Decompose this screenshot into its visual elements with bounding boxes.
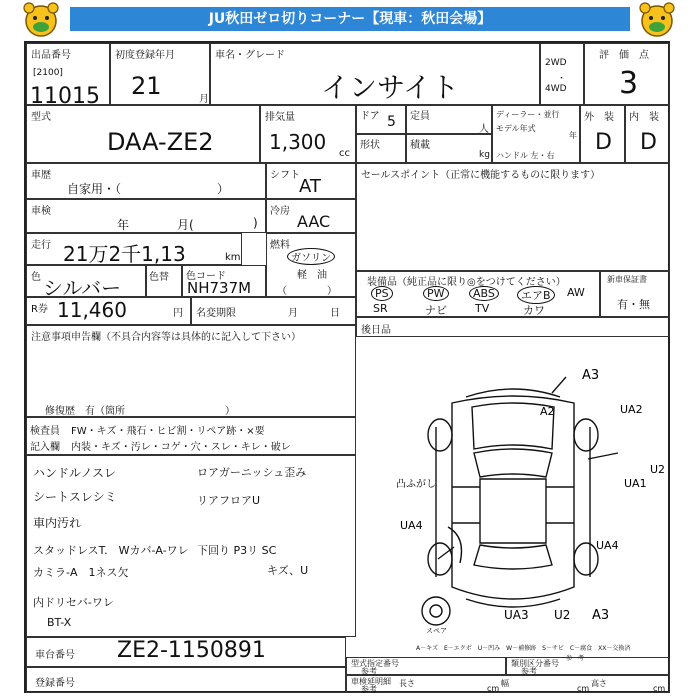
mileage-unit: km [225, 252, 241, 263]
lot-cell [26, 43, 110, 109]
doors-cell [356, 105, 406, 134]
mascot-icon [636, 2, 678, 38]
name-limit-day: 日 [330, 308, 340, 319]
color-change-label: 色替 [149, 272, 169, 283]
inspector-label2: 記入欄 [30, 442, 60, 453]
remarks-cell [26, 455, 356, 637]
header-title: JU秋田ゼロ切りコーナー【現車：秋田会場】 [70, 7, 630, 31]
remark-left-0: ハンドルノスレ [33, 466, 117, 480]
load-label: 積載 [410, 140, 430, 151]
period-cell [346, 675, 670, 693]
remark-right-2: 下回り P3リ SC [197, 544, 277, 557]
lot-sub: [2100] [33, 68, 63, 78]
auction-sheet [24, 41, 670, 693]
type-no-cell [346, 657, 506, 675]
equipment-pw: PW [423, 286, 449, 301]
drive-2wd: 2WD [545, 58, 567, 68]
model-cell [26, 105, 260, 163]
shift-label: シフト [270, 170, 300, 181]
drive-cell [540, 43, 584, 105]
mileage-label: 走行 [31, 240, 51, 251]
recycle-value: 11,460 [57, 298, 127, 322]
inspection-year: 年 [117, 218, 130, 232]
remark-left-6: BT-X [47, 616, 72, 629]
history-label: 車歴 [31, 170, 51, 181]
mark-bulge: 凸ふがし [396, 479, 436, 490]
exterior-label: 外 装 [584, 112, 614, 123]
grade-cell [584, 43, 670, 105]
interior-label: 内 装 [629, 112, 659, 123]
displacement-unit: cc [339, 148, 350, 159]
period-width: 幅 [501, 679, 509, 688]
equipment-tv: TV [475, 302, 490, 315]
period-height-unit: cm [653, 684, 666, 693]
first-reg-label: 初度登録年月 [115, 50, 175, 61]
type-no-label: 型式指定番号 [351, 659, 399, 668]
capacity-unit: 人 [479, 124, 489, 135]
chassis-value: ZE2-1150891 [117, 638, 266, 663]
load-unit: kg [479, 150, 490, 160]
color-label: 色 [31, 272, 41, 283]
mark-u2-bottom: U2 [554, 608, 571, 622]
shift-cell [266, 163, 356, 199]
inspector-row2: 内装・キズ・汚レ・コゲ・穴・スレ・キレ・破レ [71, 442, 291, 453]
spare-label: スペア [426, 627, 447, 635]
mascot-icon [20, 2, 62, 38]
period-height: 高さ [591, 679, 607, 688]
grade-value: 3 [619, 66, 639, 101]
mileage-cell [26, 233, 242, 265]
class-no-sub: 参考 [521, 667, 537, 676]
car-name-cell [210, 43, 540, 105]
selling-points-label: セールスポイント（正常に機能するものに限ります） [361, 170, 601, 181]
inspector-cell [26, 417, 356, 455]
fuel-cell [266, 233, 356, 297]
doors-label: ドア [360, 111, 380, 122]
capacity-cell [406, 105, 492, 134]
fuel-gas: ガソリン [287, 248, 335, 265]
drive-4wd: 4WD [545, 84, 567, 94]
mileage-value: 21万2千1,13 [63, 242, 186, 266]
shift-value: AT [299, 176, 321, 197]
color-value: シルバー [43, 276, 122, 300]
name-limit-month: 月 [288, 308, 298, 319]
aircon-value: AAC [297, 212, 331, 231]
color-code-label: 色コード [186, 271, 226, 282]
equipment-navi: ナビ [425, 304, 447, 317]
shape-label: 形状 [360, 140, 380, 151]
fuel-paren: （ ） [277, 286, 337, 297]
equipment-sr: SR [373, 302, 388, 315]
aircon-cell [266, 199, 356, 233]
remark-right-0: ロアガーニッシュ歪み [197, 466, 307, 479]
remark-left-4: カミラ-A 1ネス欠 [33, 566, 129, 579]
interior-cell [625, 105, 670, 163]
selling-points-cell [356, 163, 670, 271]
type-no-sub: 参考 [361, 667, 377, 676]
mark-ua3: UA3 [504, 608, 529, 622]
remark-left-1: シートスレシミ [33, 490, 117, 504]
remark-right-1: リアフロアU [197, 494, 261, 507]
model-value: DAA-ZE2 [107, 128, 214, 156]
mark-ua4-left: UA4 [400, 519, 423, 532]
capacity-label: 定員 [410, 111, 430, 122]
fuel-label: 燃料 [270, 240, 290, 251]
interior-value: D [640, 130, 657, 155]
drive-dot: ・ [557, 74, 567, 84]
period-length: 長さ [399, 679, 415, 688]
dealer-year-unit: 年 [569, 131, 577, 140]
color-code-value: NH737M [187, 279, 252, 297]
car-name-value: インサイト [321, 71, 460, 104]
inspection-paren: ) [253, 216, 258, 230]
first-reg-year: 21 [131, 72, 162, 100]
mark-a3-top: A3 [582, 368, 600, 383]
header [0, 0, 700, 40]
load-cell [406, 134, 492, 163]
recycle-label: R券 [31, 304, 48, 315]
registration-label: 登録番号 [35, 678, 75, 689]
registration-cell [26, 667, 346, 693]
inspection-month: 月( [177, 218, 194, 232]
recycle-cell [26, 297, 191, 325]
mark-a2: A2 [540, 405, 555, 418]
history-value: 自家用・（ ） [67, 182, 230, 196]
damage-diagram [356, 337, 670, 643]
equipment-ps: PS [371, 286, 393, 301]
model-label: 型式 [31, 112, 51, 123]
period-sub: 参考 [361, 685, 377, 694]
remark-right-3: キズ、U [267, 564, 309, 577]
displacement-cell [260, 105, 356, 163]
dealer-handle: ハンドル 左・右 [496, 151, 555, 160]
mark-ua1: UA1 [624, 477, 647, 490]
first-reg-month-label: 月 [199, 94, 209, 105]
equipment-aw: AW [567, 286, 585, 299]
notes-cell [26, 325, 356, 417]
name-limit-label: 名変期限 [196, 308, 236, 319]
aircon-label: 冷房 [270, 206, 290, 217]
name-limit-cell [191, 297, 356, 325]
mark-a3-bottom: A3 [592, 608, 610, 623]
mark-ua2: UA2 [620, 403, 643, 416]
inspection-label: 車検 [31, 206, 51, 217]
color-cell [26, 265, 146, 300]
mark-ua4-right: UA4 [596, 539, 619, 552]
notes-repair: 修復歴 有（箇所 ） [45, 406, 235, 417]
remark-left-5: 内ドリセバ-ワレ [33, 596, 114, 609]
period-label: 車検延明細 [351, 677, 391, 686]
inspector-label1: 検査員 [30, 426, 60, 437]
rear-seat-cell [356, 317, 670, 337]
dealer-label: ディーラー・並行 [496, 110, 560, 119]
lot-number: 11015 [30, 84, 100, 109]
color-code-cell [182, 265, 266, 297]
displacement-label: 排気量 [265, 112, 295, 123]
remark-left-3: スタッドレスT. Wカバ-A-ワレ [33, 544, 189, 557]
inspector-row1: FW・キズ・飛石・ヒビ割・リペア跡・×要 [71, 426, 265, 437]
warranty-cell [600, 271, 670, 317]
remark-left-2: 車内汚れ [33, 516, 82, 530]
equipment-leather: カワ [523, 304, 545, 317]
car-outline-icon [356, 337, 670, 643]
shape-cell [356, 134, 406, 163]
equipment-airbag: エアB [517, 286, 555, 304]
equipment-abs: ABS [469, 286, 499, 301]
inspection-cell [26, 199, 266, 233]
warranty-label: 新車保証書 [607, 275, 647, 284]
equipment-label: 装備品（純正品に限り◎をつけてください） [367, 277, 566, 288]
displacement-value: 1,300 [269, 130, 327, 154]
class-no-label: 類別区分番号 [511, 659, 559, 668]
chassis-cell [26, 637, 346, 667]
chassis-label: 車台番号 [35, 650, 75, 661]
car-name-label: 車名・グレード [215, 50, 285, 61]
exterior-cell [580, 105, 625, 163]
doors-value: 5 [387, 114, 396, 130]
mark-u2-right: U2 [650, 463, 666, 476]
fuel-diesel: 軽 油 [297, 270, 327, 281]
history-cell [26, 163, 266, 199]
warranty-value: 有・無 [617, 298, 650, 311]
first-reg-cell [110, 43, 210, 105]
diagram-legend-ref: 参 考 [566, 655, 585, 662]
lot-label: 出品番号 [31, 50, 71, 61]
dealer-cell [492, 105, 580, 163]
notes-label: 注意事項申告欄（不具合内容等は具体的に記入して下さい） [31, 332, 301, 343]
period-width-unit: cm [577, 684, 590, 693]
dealer-model-year: モデル年式 [496, 124, 536, 133]
period-length-unit: cm [487, 684, 500, 693]
rear-seat-label: 後日品 [361, 325, 391, 336]
recycle-unit: 円 [173, 308, 183, 319]
exterior-value: D [595, 130, 612, 155]
equipment-cell [356, 271, 600, 317]
diagram-legend: A－キズ E－エクボ U－凹み W－補修跡 S－サビ C－腐食 XX－交換済 [416, 645, 631, 652]
class-no-cell [506, 657, 670, 675]
grade-label: 評 価 点 [599, 50, 649, 61]
color-change-cell [146, 265, 182, 297]
